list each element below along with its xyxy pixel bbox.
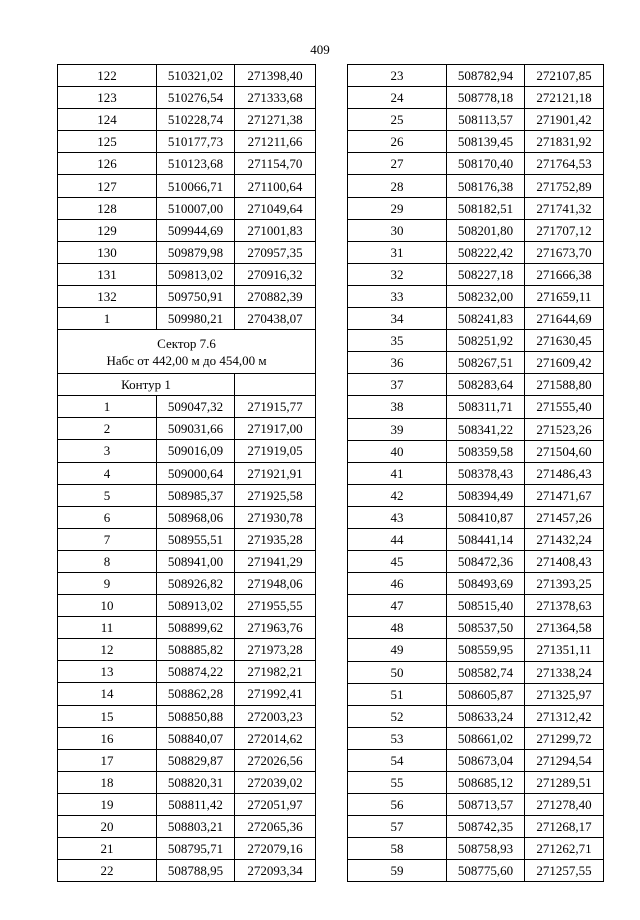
x-coordinate-cell: 508176,38 <box>447 175 525 197</box>
table-row <box>348 175 604 197</box>
x-coordinate-cell: 508537,50 <box>447 617 525 639</box>
x-coordinate-cell: 509000,64 <box>157 462 235 484</box>
point-number-cell: 18 <box>58 771 157 793</box>
table-row <box>58 572 316 594</box>
table-row <box>58 308 316 330</box>
y-coordinate-cell: 271486,43 <box>525 462 604 484</box>
y-coordinate-cell: 271973,28 <box>235 639 316 661</box>
x-coordinate-cell: 508840,07 <box>157 727 235 749</box>
point-number-cell: 128 <box>58 197 157 219</box>
point-number-cell: 55 <box>348 772 447 794</box>
table-row <box>58 87 316 109</box>
x-coordinate-cell: 508582,74 <box>447 661 525 683</box>
y-coordinate-cell: 272093,34 <box>235 860 316 882</box>
x-coordinate-cell: 508913,02 <box>157 595 235 617</box>
point-number-cell: 43 <box>348 506 447 528</box>
point-number-cell: 4 <box>58 462 157 484</box>
point-number-cell: 58 <box>348 838 447 860</box>
y-coordinate-cell: 272051,97 <box>235 793 316 815</box>
y-coordinate-cell: 271211,66 <box>235 131 316 153</box>
x-coordinate-cell: 508283,64 <box>447 374 525 396</box>
point-number-cell: 29 <box>348 197 447 219</box>
point-number-cell: 27 <box>348 153 447 175</box>
y-coordinate-cell: 272014,62 <box>235 727 316 749</box>
point-number-cell: 13 <box>58 661 157 683</box>
x-coordinate-cell: 508410,87 <box>447 506 525 528</box>
x-coordinate-cell: 508775,60 <box>447 860 525 882</box>
table-row <box>58 131 316 153</box>
x-coordinate-cell: 508378,43 <box>447 462 525 484</box>
y-coordinate-cell: 271935,28 <box>235 528 316 550</box>
x-coordinate-cell: 508182,51 <box>447 197 525 219</box>
sector-header-cell <box>58 330 316 374</box>
table-row <box>58 793 316 815</box>
point-number-cell: 3 <box>58 440 157 462</box>
y-coordinate-cell: 271831,92 <box>525 131 604 153</box>
y-coordinate-cell: 271471,67 <box>525 484 604 506</box>
point-number-cell: 2 <box>58 418 157 440</box>
table-row <box>58 440 316 462</box>
point-number-cell: 51 <box>348 683 447 705</box>
table-row <box>58 153 316 175</box>
y-coordinate-cell: 271659,11 <box>525 285 604 307</box>
y-coordinate-cell: 271666,38 <box>525 263 604 285</box>
point-number-cell: 47 <box>348 595 447 617</box>
point-number-cell: 23 <box>348 65 447 87</box>
x-coordinate-cell: 508778,18 <box>447 87 525 109</box>
point-number-cell: 24 <box>348 87 447 109</box>
point-number-cell: 130 <box>58 241 157 263</box>
contour-title: Контур 1 <box>58 374 235 396</box>
table-row <box>348 838 604 860</box>
table-row <box>348 816 604 838</box>
right-table-rows <box>348 65 604 882</box>
table-row <box>348 617 604 639</box>
table-row <box>348 727 604 749</box>
contour-empty-cell <box>235 374 316 396</box>
table-row <box>58 65 316 87</box>
table-row <box>348 573 604 595</box>
y-coordinate-cell: 271378,63 <box>525 595 604 617</box>
point-number-cell: 16 <box>58 727 157 749</box>
point-number-cell: 56 <box>348 794 447 816</box>
y-coordinate-cell: 271299,72 <box>525 727 604 749</box>
point-number-cell: 42 <box>348 484 447 506</box>
point-number-cell: 125 <box>58 131 157 153</box>
x-coordinate-cell: 509031,66 <box>157 418 235 440</box>
point-number-cell: 53 <box>348 727 447 749</box>
table-row <box>348 65 604 87</box>
table-row <box>58 727 316 749</box>
y-coordinate-cell: 271948,06 <box>235 572 316 594</box>
x-coordinate-cell: 508782,94 <box>447 65 525 87</box>
y-coordinate-cell: 272039,02 <box>235 771 316 793</box>
point-number-cell: 8 <box>58 550 157 572</box>
table-row <box>58 263 316 285</box>
y-coordinate-cell: 271338,24 <box>525 661 604 683</box>
table-row <box>58 506 316 528</box>
x-coordinate-cell: 508311,71 <box>447 396 525 418</box>
point-number-cell: 129 <box>58 219 157 241</box>
point-number-cell: 32 <box>348 263 447 285</box>
x-coordinate-cell: 510066,71 <box>157 175 235 197</box>
x-coordinate-cell: 508227,18 <box>447 263 525 285</box>
y-coordinate-cell: 271915,77 <box>235 396 316 418</box>
contour-header-row <box>58 374 316 396</box>
x-coordinate-cell: 508232,00 <box>447 285 525 307</box>
x-coordinate-cell: 508820,31 <box>157 771 235 793</box>
y-coordinate-cell: 270438,07 <box>235 308 316 330</box>
x-coordinate-cell: 508605,87 <box>447 683 525 705</box>
x-coordinate-cell: 509016,09 <box>157 440 235 462</box>
y-coordinate-cell: 271644,69 <box>525 308 604 330</box>
table-row <box>348 462 604 484</box>
x-coordinate-cell: 508559,95 <box>447 639 525 661</box>
y-coordinate-cell: 272107,85 <box>525 65 604 87</box>
x-coordinate-cell: 508899,62 <box>157 617 235 639</box>
x-coordinate-cell: 508441,14 <box>447 528 525 550</box>
x-coordinate-cell: 508251,92 <box>447 330 525 352</box>
y-coordinate-cell: 271278,40 <box>525 794 604 816</box>
point-number-cell: 19 <box>58 793 157 815</box>
x-coordinate-cell: 510276,54 <box>157 87 235 109</box>
point-number-cell: 33 <box>348 285 447 307</box>
point-number-cell: 21 <box>58 838 157 860</box>
point-number-cell: 28 <box>348 175 447 197</box>
point-number-cell: 38 <box>348 396 447 418</box>
y-coordinate-cell: 271049,64 <box>235 197 316 219</box>
point-number-cell: 15 <box>58 705 157 727</box>
y-coordinate-cell: 271325,97 <box>525 683 604 705</box>
table-row <box>58 838 316 860</box>
point-number-cell: 9 <box>58 572 157 594</box>
x-coordinate-cell: 510123,68 <box>157 153 235 175</box>
table-row <box>348 263 604 285</box>
table-row <box>58 197 316 219</box>
x-coordinate-cell: 508803,21 <box>157 816 235 838</box>
x-coordinate-cell: 508758,93 <box>447 838 525 860</box>
x-coordinate-cell: 510228,74 <box>157 109 235 131</box>
right-coordinates-table <box>347 64 604 882</box>
table-row <box>348 153 604 175</box>
table-row <box>348 87 604 109</box>
x-coordinate-cell: 508713,57 <box>447 794 525 816</box>
x-coordinate-cell: 508472,36 <box>447 551 525 573</box>
point-number-cell: 6 <box>58 506 157 528</box>
x-coordinate-cell: 508241,83 <box>447 308 525 330</box>
y-coordinate-cell: 271312,42 <box>525 705 604 727</box>
table-row <box>348 131 604 153</box>
point-number-cell: 46 <box>348 573 447 595</box>
point-number-cell: 7 <box>58 528 157 550</box>
y-coordinate-cell: 271294,54 <box>525 749 604 771</box>
x-coordinate-cell: 508493,69 <box>447 573 525 595</box>
y-coordinate-cell: 272003,23 <box>235 705 316 727</box>
y-coordinate-cell: 271921,91 <box>235 462 316 484</box>
y-coordinate-cell: 271271,38 <box>235 109 316 131</box>
table-row <box>58 109 316 131</box>
x-coordinate-cell: 508829,87 <box>157 749 235 771</box>
point-number-cell: 10 <box>58 595 157 617</box>
y-coordinate-cell: 271289,51 <box>525 772 604 794</box>
x-coordinate-cell: 508341,22 <box>447 418 525 440</box>
point-number-cell: 11 <box>58 617 157 639</box>
table-row <box>58 705 316 727</box>
x-coordinate-cell: 509750,91 <box>157 285 235 307</box>
x-coordinate-cell: 510177,73 <box>157 131 235 153</box>
x-coordinate-cell: 508222,42 <box>447 241 525 263</box>
y-coordinate-cell: 271432,24 <box>525 528 604 550</box>
x-coordinate-cell: 508811,42 <box>157 793 235 815</box>
point-number-cell: 1 <box>58 308 157 330</box>
point-number-cell: 5 <box>58 484 157 506</box>
table-row <box>348 308 604 330</box>
y-coordinate-cell: 271457,26 <box>525 506 604 528</box>
point-number-cell: 48 <box>348 617 447 639</box>
y-coordinate-cell: 271504,60 <box>525 440 604 462</box>
table-row <box>58 771 316 793</box>
table-row <box>348 705 604 727</box>
table-row <box>58 661 316 683</box>
x-coordinate-cell: 508359,58 <box>447 440 525 462</box>
y-coordinate-cell: 271001,83 <box>235 219 316 241</box>
x-coordinate-cell: 508788,95 <box>157 860 235 882</box>
table-row <box>348 772 604 794</box>
y-coordinate-cell: 271919,05 <box>235 440 316 462</box>
y-coordinate-cell: 271630,45 <box>525 330 604 352</box>
point-number-cell: 123 <box>58 87 157 109</box>
x-coordinate-cell: 508201,80 <box>447 219 525 241</box>
table-row <box>348 374 604 396</box>
point-number-cell: 45 <box>348 551 447 573</box>
point-number-cell: 126 <box>58 153 157 175</box>
sector-title: Сектор 7.6 <box>157 335 216 351</box>
table-row <box>58 219 316 241</box>
x-coordinate-cell: 508267,51 <box>447 352 525 374</box>
y-coordinate-cell: 271523,26 <box>525 418 604 440</box>
table-row <box>58 484 316 506</box>
x-coordinate-cell: 508139,45 <box>447 131 525 153</box>
point-number-cell: 54 <box>348 749 447 771</box>
y-coordinate-cell: 271333,68 <box>235 87 316 109</box>
y-coordinate-cell: 271393,25 <box>525 573 604 595</box>
table-row <box>58 749 316 771</box>
y-coordinate-cell: 271963,76 <box>235 617 316 639</box>
x-coordinate-cell: 508685,12 <box>447 772 525 794</box>
point-number-cell: 37 <box>348 374 447 396</box>
table-row <box>348 749 604 771</box>
table-row <box>58 285 316 307</box>
x-coordinate-cell: 508661,02 <box>447 727 525 749</box>
table-row <box>348 197 604 219</box>
x-coordinate-cell: 508968,06 <box>157 506 235 528</box>
table-row <box>348 396 604 418</box>
table-row <box>348 639 604 661</box>
point-number-cell: 49 <box>348 639 447 661</box>
table-row <box>348 551 604 573</box>
table-row <box>58 528 316 550</box>
table-row <box>58 418 316 440</box>
point-number-cell: 131 <box>58 263 157 285</box>
table-row <box>58 550 316 572</box>
x-coordinate-cell: 508941,00 <box>157 550 235 572</box>
y-coordinate-cell: 271154,70 <box>235 153 316 175</box>
table-row <box>58 683 316 705</box>
y-coordinate-cell: 272065,36 <box>235 816 316 838</box>
sector-header-row <box>58 330 316 374</box>
table-row <box>348 683 604 705</box>
point-number-cell: 26 <box>348 131 447 153</box>
table-row <box>348 352 604 374</box>
sector-header <box>58 330 316 396</box>
point-number-cell: 31 <box>348 241 447 263</box>
x-coordinate-cell: 510007,00 <box>157 197 235 219</box>
table-row <box>348 794 604 816</box>
point-number-cell: 14 <box>58 683 157 705</box>
y-coordinate-cell: 271257,55 <box>525 860 604 882</box>
y-coordinate-cell: 271262,71 <box>525 838 604 860</box>
x-coordinate-cell: 508673,04 <box>447 749 525 771</box>
y-coordinate-cell: 270916,32 <box>235 263 316 285</box>
point-number-cell: 132 <box>58 285 157 307</box>
y-coordinate-cell: 271955,55 <box>235 595 316 617</box>
y-coordinate-cell: 271930,78 <box>235 506 316 528</box>
table-row <box>348 330 604 352</box>
x-coordinate-cell: 509879,98 <box>157 241 235 263</box>
point-number-cell: 52 <box>348 705 447 727</box>
page-number: 409 <box>310 42 330 57</box>
y-coordinate-cell: 271588,80 <box>525 374 604 396</box>
point-number-cell: 44 <box>348 528 447 550</box>
table-row <box>348 285 604 307</box>
table-row <box>348 241 604 263</box>
x-coordinate-cell: 508633,24 <box>447 705 525 727</box>
y-coordinate-cell: 271752,89 <box>525 175 604 197</box>
point-number-cell: 127 <box>58 175 157 197</box>
table-row <box>58 462 316 484</box>
x-coordinate-cell: 508885,82 <box>157 639 235 661</box>
y-coordinate-cell: 271268,17 <box>525 816 604 838</box>
y-coordinate-cell: 270957,35 <box>235 241 316 263</box>
table-row <box>348 418 604 440</box>
point-number-cell: 124 <box>58 109 157 131</box>
point-number-cell: 20 <box>58 816 157 838</box>
table-row <box>58 241 316 263</box>
table-row <box>58 639 316 661</box>
table-row <box>348 440 604 462</box>
point-number-cell: 59 <box>348 860 447 882</box>
table-row <box>58 860 316 882</box>
table-row <box>348 661 604 683</box>
x-coordinate-cell: 508795,71 <box>157 838 235 860</box>
y-coordinate-cell: 271707,12 <box>525 219 604 241</box>
point-number-cell: 17 <box>58 749 157 771</box>
y-coordinate-cell: 271364,58 <box>525 617 604 639</box>
x-coordinate-cell: 509944,69 <box>157 219 235 241</box>
sector-height-range: Набс от 442,00 м до 454,00 м <box>106 352 267 368</box>
x-coordinate-cell: 509980,21 <box>157 308 235 330</box>
point-number-cell: 34 <box>348 308 447 330</box>
left-table-bottom-rows <box>58 396 316 882</box>
y-coordinate-cell: 271901,42 <box>525 109 604 131</box>
point-number-cell: 12 <box>58 639 157 661</box>
y-coordinate-cell: 271609,42 <box>525 352 604 374</box>
y-coordinate-cell: 271941,29 <box>235 550 316 572</box>
x-coordinate-cell: 509813,02 <box>157 263 235 285</box>
y-coordinate-cell: 271408,43 <box>525 551 604 573</box>
y-coordinate-cell: 271925,58 <box>235 484 316 506</box>
x-coordinate-cell: 508862,28 <box>157 683 235 705</box>
point-number-cell: 30 <box>348 219 447 241</box>
y-coordinate-cell: 271982,21 <box>235 661 316 683</box>
point-number-cell: 50 <box>348 661 447 683</box>
table-row <box>348 219 604 241</box>
point-number-cell: 1 <box>58 396 157 418</box>
y-coordinate-cell: 272026,56 <box>235 749 316 771</box>
x-coordinate-cell: 508170,40 <box>447 153 525 175</box>
point-number-cell: 36 <box>348 352 447 374</box>
y-coordinate-cell: 271992,41 <box>235 683 316 705</box>
x-coordinate-cell: 508742,35 <box>447 816 525 838</box>
x-coordinate-cell: 508985,37 <box>157 484 235 506</box>
y-coordinate-cell: 271917,00 <box>235 418 316 440</box>
point-number-cell: 40 <box>348 440 447 462</box>
table-row <box>58 396 316 418</box>
x-coordinate-cell: 508874,22 <box>157 661 235 683</box>
left-table-top-rows <box>58 65 316 330</box>
table-row <box>58 595 316 617</box>
point-number-cell: 22 <box>58 860 157 882</box>
point-number-cell: 39 <box>348 418 447 440</box>
y-coordinate-cell: 271555,40 <box>525 396 604 418</box>
table-row <box>348 109 604 131</box>
point-number-cell: 25 <box>348 109 447 131</box>
y-coordinate-cell: 272121,18 <box>525 87 604 109</box>
x-coordinate-cell: 508955,51 <box>157 528 235 550</box>
table-row <box>58 617 316 639</box>
x-coordinate-cell: 508926,82 <box>157 572 235 594</box>
table-row <box>348 595 604 617</box>
table-row <box>348 528 604 550</box>
y-coordinate-cell: 272079,16 <box>235 838 316 860</box>
y-coordinate-cell: 271741,32 <box>525 197 604 219</box>
left-coordinates-table <box>57 64 316 882</box>
y-coordinate-cell: 271764,53 <box>525 153 604 175</box>
y-coordinate-cell: 270882,39 <box>235 285 316 307</box>
y-coordinate-cell: 271351,11 <box>525 639 604 661</box>
x-coordinate-cell: 508515,40 <box>447 595 525 617</box>
x-coordinate-cell: 508850,88 <box>157 705 235 727</box>
table-row <box>348 484 604 506</box>
table-row <box>348 860 604 882</box>
x-coordinate-cell: 508394,49 <box>447 484 525 506</box>
x-coordinate-cell: 509047,32 <box>157 396 235 418</box>
point-number-cell: 57 <box>348 816 447 838</box>
table-row <box>348 506 604 528</box>
point-number-cell: 35 <box>348 330 447 352</box>
table-row <box>58 175 316 197</box>
y-coordinate-cell: 271673,70 <box>525 241 604 263</box>
x-coordinate-cell: 510321,02 <box>157 65 235 87</box>
y-coordinate-cell: 271398,40 <box>235 65 316 87</box>
table-row <box>58 816 316 838</box>
x-coordinate-cell: 508113,57 <box>447 109 525 131</box>
point-number-cell: 41 <box>348 462 447 484</box>
point-number-cell: 122 <box>58 65 157 87</box>
y-coordinate-cell: 271100,64 <box>235 175 316 197</box>
